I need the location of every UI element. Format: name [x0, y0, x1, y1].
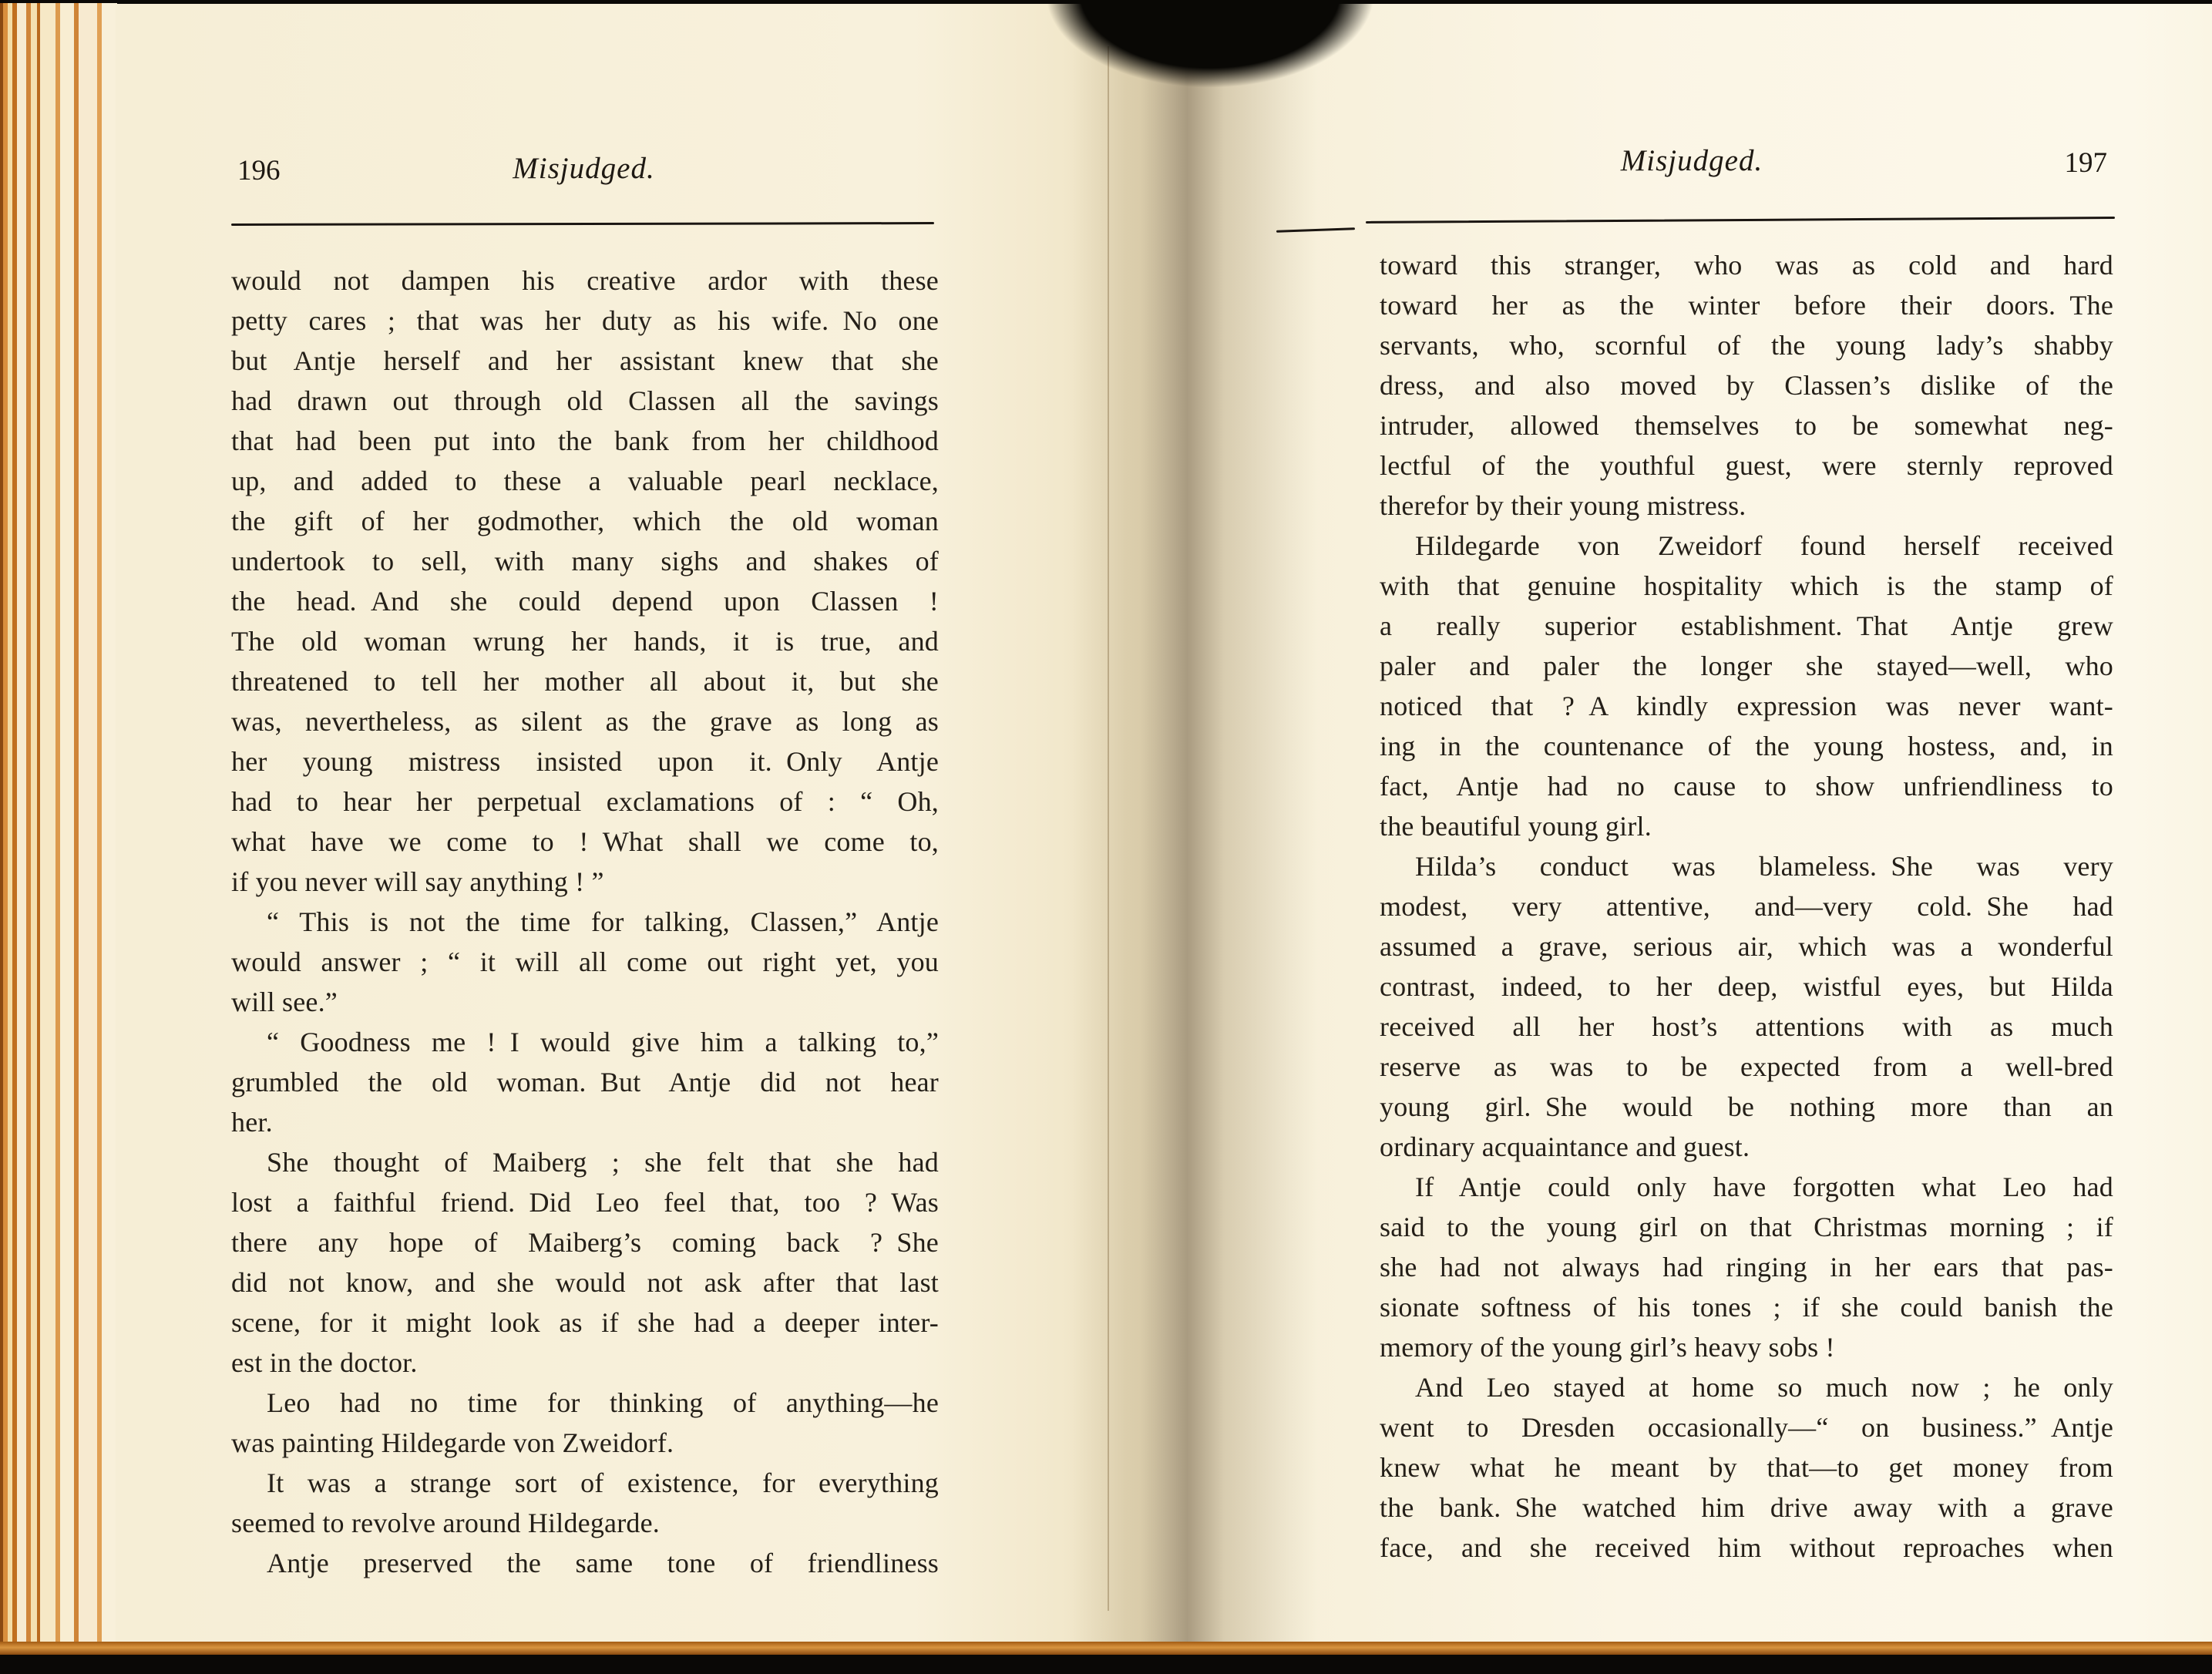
- left-running-title: Misjudged.: [513, 152, 655, 185]
- text-line: grumbled the old woman. But Antje did not hear: [231, 1067, 939, 1098]
- text-line: that had been put into the bank from her childhood: [231, 425, 939, 456]
- text-line: the head. And she could depend upon Classen !: [231, 586, 939, 617]
- text-line: her.: [231, 1107, 273, 1138]
- text-line: scene, for it might look as if she had a deeper inter-: [231, 1307, 939, 1338]
- right-page-number: 197: [2064, 147, 2107, 179]
- text-line: fact, Antje had no cause to show unfriendliness to: [1380, 771, 2113, 802]
- text-line: And Leo stayed at home so much now ; he only: [1415, 1372, 2113, 1403]
- text-line: had to hear her perpetual exclamations of : “ Oh,: [231, 786, 939, 817]
- text-line: was, nevertheless, as silent as the grave as long as: [231, 706, 939, 737]
- text-line: there any hope of Maiberg’s coming back ? She: [231, 1227, 939, 1258]
- text-line: lectful of the youthful guest, were sternly reproved: [1380, 450, 2113, 481]
- text-line: was painting Hildegarde von Zweidorf.: [231, 1427, 674, 1458]
- text-line: did not know, and she would not ask after that last: [231, 1267, 939, 1298]
- text-line: what have we come to ! What shall we come to,: [231, 826, 939, 857]
- text-line: paler and paler the longer she stayed—well, who: [1380, 650, 2113, 681]
- text-line: memory of the young girl’s heavy sobs !: [1380, 1332, 1835, 1363]
- text-line: The old woman wrung her hands, it is true, and: [231, 626, 939, 657]
- text-line: servants, who, scornful of the young lady’s shabby: [1380, 330, 2113, 361]
- book-fore-edge-pages: [0, 3, 117, 1649]
- text-line: she had not always had ringing in her ears that pas-: [1380, 1252, 2113, 1282]
- text-line: ing in the countenance of the young hostess, and, in: [1380, 731, 2113, 761]
- text-line: face, and she received him without reproaches when: [1380, 1532, 2113, 1563]
- text-line: the beautiful young girl.: [1380, 811, 1652, 842]
- text-line: contrast, indeed, to her deep, wistful eyes, but Hilda: [1380, 971, 2113, 1002]
- text-line: had drawn out through old Classen all the savings: [231, 385, 939, 416]
- text-line: Leo had no time for thinking of anything—he: [267, 1387, 939, 1418]
- text-line: “ Goodness me ! I would give him a talking to,”: [267, 1027, 939, 1057]
- text-line: Hilda’s conduct was blameless. She was very: [1415, 851, 2113, 882]
- text-line: noticed that ? A kindly expression was never want-: [1380, 691, 2113, 721]
- text-line: knew what he meant by that—to get money from: [1380, 1452, 2113, 1483]
- text-line: est in the doctor.: [231, 1347, 418, 1378]
- text-line: lost a faithful friend. Did Leo feel that, too ? Was: [231, 1187, 939, 1218]
- text-line: ordinary acquaintance and guest.: [1380, 1131, 1750, 1162]
- right-page-header: [1380, 143, 2112, 183]
- text-line: assumed a grave, serious air, which was a wonderful: [1380, 931, 2113, 962]
- text-line: with that genuine hospitality which is the stamp of: [1380, 570, 2113, 601]
- text-line: up, and added to these a valuable pearl necklace,: [231, 466, 939, 496]
- right-page-body: [1380, 245, 2113, 1568]
- text-line: received all her host’s attentions with as much: [1380, 1011, 2113, 1042]
- text-line: but Antje herself and her assistant knew that she: [231, 345, 939, 376]
- left-page-crease: [1108, 46, 1109, 1611]
- text-line: a really superior establishment. That Antje grew: [1380, 610, 2113, 641]
- text-line: Antje preserved the same tone of friendliness: [267, 1548, 939, 1578]
- text-line: went to Dresden occasionally—“ on business.” Antje: [1380, 1412, 2113, 1443]
- text-line: threatened to tell her mother all about it, but she: [231, 666, 939, 697]
- text-line: petty cares ; that was her duty as his wife. No one: [231, 305, 939, 336]
- text-line: Hildegarde von Zweidorf found herself received: [1415, 530, 2113, 561]
- right-running-title: Misjudged.: [1620, 144, 1763, 177]
- left-page-header: [231, 151, 936, 191]
- bottom-page-edge: [0, 1642, 2212, 1655]
- text-line: She thought of Maiberg ; she felt that she had: [267, 1147, 939, 1178]
- text-line: sionate softness of his tones ; if she could banish the: [1380, 1292, 2113, 1323]
- text-line: “ This is not the time for talking, Classen,” Antje: [267, 906, 939, 937]
- text-line: the gift of her godmother, which the old woman: [231, 506, 939, 536]
- text-line: the bank. She watched him drive away with a grave: [1380, 1492, 2113, 1523]
- text-line: if you never will say anything ! ”: [231, 866, 604, 897]
- text-line: If Antje could only have forgotten what Leo had: [1415, 1171, 2113, 1202]
- text-line: seemed to revolve around Hildegarde.: [231, 1508, 660, 1538]
- text-line: reserve as was to be expected from a well-bred: [1380, 1051, 2113, 1082]
- text-line: dress, and also moved by Classen’s dislike of the: [1380, 370, 2113, 401]
- text-line: modest, very attentive, and—very cold. She had: [1380, 891, 2113, 922]
- text-line: toward her as the winter before their doors. The: [1380, 290, 2113, 321]
- text-line: would not dampen his creative ardor with these: [231, 265, 939, 296]
- text-line: young girl. She would be nothing more than an: [1380, 1091, 2113, 1122]
- left-page-body: [231, 261, 939, 1583]
- text-line: will see.”: [231, 987, 338, 1017]
- text-line: her young mistress insisted upon it. Only Antje: [231, 746, 939, 777]
- text-line: would answer ; “ it will all come out right yet, you: [231, 946, 939, 977]
- text-line: intruder, allowed themselves to be somewhat neg-: [1380, 410, 2113, 441]
- text-line: It was a strange sort of existence, for everything: [267, 1467, 939, 1498]
- left-page-number: 196: [237, 155, 281, 187]
- text-line: undertook to sell, with many sighs and shakes of: [231, 546, 939, 576]
- top-binding-shadow: [994, 0, 1426, 156]
- text-line: therefor by their young mistress.: [1380, 490, 1746, 521]
- text-line: said to the young girl on that Christmas morning ; if: [1380, 1212, 2113, 1242]
- text-line: toward this stranger, who was as cold and hard: [1380, 250, 2113, 281]
